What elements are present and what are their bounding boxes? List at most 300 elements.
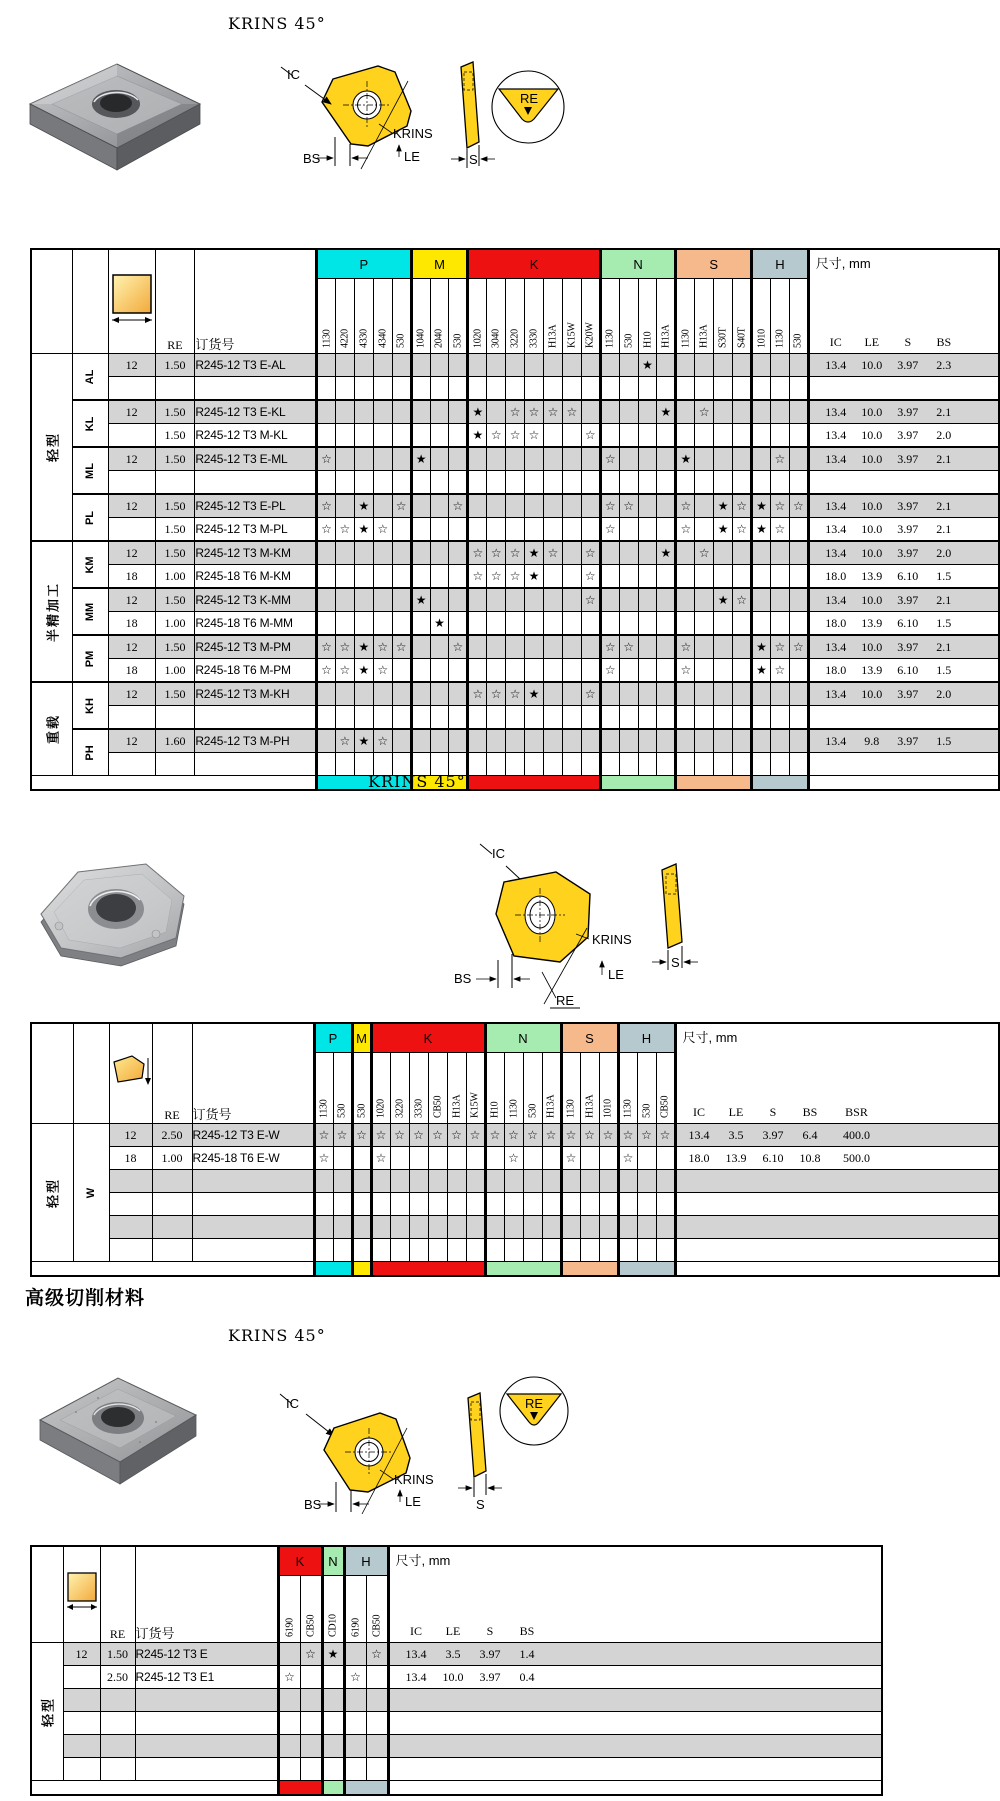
dimension-values: [810, 499, 998, 514]
table-row: [31, 565, 999, 589]
grade-star-cell: [676, 753, 695, 776]
category-header: [31, 1546, 63, 1643]
grade-star-cell: [371, 1170, 390, 1193]
grade-label-text: 530: [356, 1103, 367, 1118]
order-code-cell: [135, 1735, 278, 1758]
grade-star-cell: [392, 659, 411, 683]
grade-group-band-K: K: [371, 1023, 485, 1053]
grade-column-label: [449, 279, 468, 354]
grade-star-cell: ★: [354, 494, 373, 518]
grade-star-cell: [733, 729, 752, 753]
grade-star-cell: [676, 565, 695, 589]
grade-star-cell: [409, 1147, 428, 1170]
grade-star-cell: [676, 400, 695, 424]
re-cell: 1.50: [155, 682, 195, 706]
le-label: LE: [404, 149, 420, 164]
grade-star-cell: ☆: [733, 518, 752, 542]
grade-star-cell: ☆: [487, 541, 506, 565]
size-cell: [108, 518, 155, 542]
grade-column-label: [580, 1053, 599, 1124]
grade-star-cell: [714, 729, 733, 753]
dimension-values: [810, 452, 998, 467]
grade-star-cell: [373, 447, 392, 471]
grade-star-cell: [657, 729, 676, 753]
grade-star-cell: [619, 400, 638, 424]
grade-star-cell: ★: [468, 424, 487, 448]
grade-star-cell: [392, 471, 411, 495]
size-cell: [109, 1170, 152, 1193]
dimensions-cell: [675, 1147, 999, 1170]
grade-star-cell: [411, 424, 430, 448]
grade-star-cell: [525, 659, 544, 683]
subcategory-label: KL: [84, 416, 97, 431]
grade-star-cell: [354, 612, 373, 636]
grade-star-cell: [714, 612, 733, 636]
grade-star-cell: ☆: [506, 682, 525, 706]
dimensions-cell: [808, 753, 999, 776]
grade-column-label: [352, 1053, 371, 1124]
table-row: [31, 1643, 882, 1666]
grade-group-band-S: S: [676, 249, 752, 279]
size-cell: 18: [108, 612, 155, 636]
grade-star-cell: [581, 518, 600, 542]
size-cell: 12: [108, 588, 155, 612]
dim-value: 13.4: [825, 639, 847, 654]
grade-star-cell: [752, 729, 771, 753]
grade-column-label: [485, 1053, 504, 1124]
grade-star-cell: [300, 1666, 322, 1689]
grade-star-cell: [523, 1239, 542, 1262]
grade-star-cell: [619, 377, 638, 401]
grade-star-cell: [562, 659, 581, 683]
dimensions-cell: [808, 354, 999, 377]
grade-star-cell: [373, 541, 392, 565]
grade-star-cell: [752, 400, 771, 424]
grade-star-cell: [561, 1239, 580, 1262]
re-label: RE: [520, 91, 539, 106]
catalog-table: [30, 1022, 1000, 1277]
grade-star-cell: [466, 1216, 485, 1239]
grade-star-cell: [317, 565, 336, 589]
grade-star-cell: [300, 1689, 322, 1712]
grade-star-cell: [561, 1193, 580, 1216]
grade-star-cell: [676, 354, 695, 377]
re-cell: [155, 377, 195, 401]
subcategory-label: W: [85, 1187, 97, 1198]
subcategory-label: PH: [84, 744, 97, 761]
dim-value: 3.97: [897, 451, 919, 466]
strip-K: [278, 1781, 322, 1796]
dimensions-cell: [388, 1712, 882, 1735]
insert-photo-1-image: [22, 52, 207, 202]
grade-star-cell: [373, 424, 392, 448]
grade-star-cell: ☆: [733, 494, 752, 518]
grade-star-cell: [580, 1147, 599, 1170]
le-label: LE: [405, 1494, 421, 1509]
grade-star-cell: [581, 377, 600, 401]
grade-star-cell: [562, 729, 581, 753]
grade-star-cell: [544, 635, 563, 659]
dimensions-cell: [808, 447, 999, 471]
grade-label-text: S40T: [736, 327, 748, 348]
table-row: [31, 424, 999, 448]
grade-star-cell: [562, 635, 581, 659]
table-row: [31, 729, 999, 753]
re-cell: 1.50: [155, 635, 195, 659]
grade-star-cell: [695, 565, 714, 589]
grade-star-cell: [317, 588, 336, 612]
grade-star-cell: ☆: [373, 729, 392, 753]
grade-star-cell: [411, 659, 430, 683]
grade-star-cell: [409, 1193, 428, 1216]
grade-star-cell: [656, 1239, 675, 1262]
grade-star-cell: ☆: [371, 1147, 390, 1170]
grade-star-cell: [619, 354, 638, 377]
grade-star-cell: [411, 494, 430, 518]
grade-star-cell: [542, 1216, 561, 1239]
dim-value: 3.97: [897, 521, 919, 536]
grade-star-cell: [317, 706, 336, 730]
grade-star-cell: [430, 400, 449, 424]
grade-star-cell: [789, 706, 808, 730]
dimensions-cell: [388, 1735, 882, 1758]
grade-column-label: [366, 1576, 388, 1643]
grade-star-cell: [392, 565, 411, 589]
dim-value: 2.1: [936, 639, 952, 654]
grade-star-cell: [619, 729, 638, 753]
grade-label-text: 530: [452, 333, 464, 348]
order-code-cell: R245-12 T3 E: [135, 1643, 278, 1666]
strip-N: [600, 776, 676, 791]
grade-column-label: [300, 1576, 322, 1643]
re-cell: 1.00: [155, 612, 195, 636]
grade-star-cell: [344, 1712, 366, 1735]
bs-label: BS: [303, 151, 321, 166]
grade-star-cell: [544, 447, 563, 471]
re-label: RE: [556, 993, 575, 1008]
dimensions-cell: [808, 494, 999, 518]
dim-value: 10.0: [861, 686, 883, 701]
size-cell: 12: [108, 354, 155, 377]
grade-star-cell: [714, 753, 733, 776]
subcategory-cell: [73, 447, 109, 494]
grade-star-cell: [714, 682, 733, 706]
grade-star-cell: [525, 753, 544, 776]
grade-star-cell: [619, 565, 638, 589]
grade-star-cell: [637, 1170, 656, 1193]
subcategory-cell: [73, 729, 109, 776]
order-code-cell: R245-12 T3 E-AL: [195, 354, 317, 377]
dimensions-header: [388, 1546, 882, 1643]
dimensions-cell: [808, 565, 999, 589]
grade-star-cell: ☆: [373, 635, 392, 659]
grade-star-cell: ☆: [525, 400, 544, 424]
grade-star-cell: [619, 706, 638, 730]
dimensions-header: [675, 1023, 999, 1124]
grade-star-cell: [581, 729, 600, 753]
grade-star-cell: [278, 1643, 300, 1666]
table-row: [31, 1666, 882, 1689]
grade-star-cell: [468, 729, 487, 753]
dim-value: 3.97: [897, 404, 919, 419]
grade-star-cell: [656, 1216, 675, 1239]
grade-star-cell: [428, 1147, 447, 1170]
bs-label: BS: [304, 1497, 322, 1512]
re-cell: 2.50: [152, 1124, 192, 1147]
catalog-table: [30, 1545, 883, 1796]
grade-star-cell: [789, 565, 808, 589]
dim-value: 13.9: [861, 662, 883, 677]
dimension-values: [390, 1647, 882, 1662]
grade-star-cell: [544, 565, 563, 589]
re-cell: [155, 471, 195, 495]
grade-star-cell: ☆: [581, 541, 600, 565]
grade-star-cell: ☆: [542, 1124, 561, 1147]
grade-star-cell: ☆: [561, 1124, 580, 1147]
grade-star-cell: [544, 706, 563, 730]
grade-star-cell: ☆: [504, 1147, 523, 1170]
dimension-values: [810, 428, 998, 443]
grade-star-cell: [525, 635, 544, 659]
grade-star-cell: [468, 588, 487, 612]
dim-value: 1.5: [936, 662, 952, 677]
dim-value: 3.97: [762, 1127, 784, 1142]
strip-N: [322, 1781, 344, 1796]
grade-star-cell: [600, 682, 619, 706]
grade-star-cell: ★: [714, 588, 733, 612]
grade-star-cell: [300, 1712, 322, 1735]
grade-star-cell: [544, 588, 563, 612]
grade-column-label: [314, 1053, 333, 1124]
re-cell: 2.50: [100, 1666, 135, 1689]
grade-star-cell: [333, 1216, 352, 1239]
grade-star-cell: ☆: [468, 682, 487, 706]
grade-star-cell: [335, 471, 354, 495]
dimensions-cell: [675, 1193, 999, 1216]
grade-label-text: 3220: [509, 329, 521, 348]
grade-star-cell: [733, 377, 752, 401]
grade-star-cell: [373, 682, 392, 706]
grade-star-cell: [733, 753, 752, 776]
grade-star-cell: [525, 729, 544, 753]
grade-star-cell: [278, 1712, 300, 1735]
grade-star-cell: [449, 541, 468, 565]
grade-star-cell: [317, 471, 336, 495]
dim-col-label: BS: [519, 1624, 535, 1638]
grade-star-cell: [733, 400, 752, 424]
grade-star-cell: ☆: [676, 494, 695, 518]
grade-column-label: [599, 1053, 618, 1124]
grade-star-cell: [300, 1735, 322, 1758]
grade-star-cell: [562, 565, 581, 589]
dim-value: 10.0: [861, 357, 883, 372]
grade-star-cell: [676, 424, 695, 448]
grade-star-cell: [600, 565, 619, 589]
insert-table-2: [30, 1022, 1000, 1277]
grade-star-cell: [430, 354, 449, 377]
grade-star-cell: [409, 1216, 428, 1239]
grade-star-cell: ★: [468, 400, 487, 424]
grade-star-cell: ★: [752, 635, 771, 659]
krins-label: KRINS: [393, 126, 433, 141]
dim-value: 3.97: [897, 545, 919, 560]
grade-star-cell: ☆: [278, 1666, 300, 1689]
grade-star-cell: [333, 1193, 352, 1216]
grade-star-cell: [335, 400, 354, 424]
grade-star-cell: [619, 612, 638, 636]
grade-star-cell: [352, 1147, 371, 1170]
table-row: [31, 1124, 999, 1147]
grade-star-cell: [466, 1170, 485, 1193]
order-code-cell: [135, 1758, 278, 1781]
grade-star-cell: [278, 1735, 300, 1758]
grade-star-cell: [523, 1193, 542, 1216]
grade-column-label: [409, 1053, 428, 1124]
dim-col-label: S: [904, 335, 912, 349]
grade-star-cell: [676, 377, 695, 401]
dim-col-label: LE: [445, 1624, 461, 1638]
grade-star-cell: ☆: [562, 400, 581, 424]
grade-star-cell: [449, 447, 468, 471]
dim-value: 9.8: [864, 733, 880, 748]
re-cell: 1.50: [155, 400, 195, 424]
grade-star-cell: [392, 729, 411, 753]
advanced-materials-heading: 高级切削材料: [25, 1288, 146, 1309]
grade-star-cell: [600, 354, 619, 377]
grade-star-cell: [278, 1758, 300, 1781]
dimensions-cell: [808, 424, 999, 448]
grade-star-cell: [657, 518, 676, 542]
grade-star-cell: [525, 471, 544, 495]
dimension-values: [810, 522, 998, 537]
grade-star-cell: [581, 471, 600, 495]
grade-star-cell: [657, 354, 676, 377]
grade-column-label: [695, 279, 714, 354]
grade-star-cell: ★: [525, 682, 544, 706]
re-cell: 1.60: [155, 729, 195, 753]
grade-group-band-K: K: [278, 1546, 322, 1576]
grade-star-cell: [752, 706, 771, 730]
dim-value: 18.0: [688, 1150, 710, 1165]
grade-star-cell: [449, 377, 468, 401]
dimension-values: [810, 616, 998, 631]
grade-star-cell: [373, 400, 392, 424]
grade-label-text: 1020: [375, 1099, 387, 1118]
grade-label-text: H13A: [698, 324, 710, 348]
grade-star-cell: [789, 588, 808, 612]
grade-star-cell: [638, 588, 657, 612]
grade-star-cell: [392, 541, 411, 565]
grade-star-cell: ★: [714, 494, 733, 518]
grade-star-cell: ☆: [314, 1124, 333, 1147]
strip-K: [468, 776, 600, 791]
grade-star-cell: [562, 518, 581, 542]
grade-star-cell: [409, 1170, 428, 1193]
grade-star-cell: [344, 1758, 366, 1781]
grade-star-cell: [695, 494, 714, 518]
order-code-cell: R245-18 T6 M-PM: [195, 659, 317, 683]
insert-table-3: [30, 1545, 883, 1796]
grade-star-cell: [770, 706, 789, 730]
size-cell: [109, 1216, 152, 1239]
grade-group-band-M: M: [352, 1023, 371, 1053]
size-cell: 18: [108, 659, 155, 683]
dim-value: 400.0: [843, 1127, 870, 1142]
insert-icon-header: [63, 1546, 100, 1643]
grade-star-cell: [695, 612, 714, 636]
size-cell: 12: [108, 682, 155, 706]
order-code-cell: R245-12 T3 E-PL: [195, 494, 317, 518]
dim-value: 6.10: [762, 1150, 784, 1165]
bs-label: BS: [454, 971, 472, 986]
grade-star-cell: [714, 424, 733, 448]
table-row: [31, 541, 999, 565]
grade-star-cell: [657, 447, 676, 471]
krins-label: KRINS: [394, 1472, 434, 1487]
order-code-cell: R245-18 T6 M-KM: [195, 565, 317, 589]
grade-star-cell: ☆: [392, 494, 411, 518]
grade-star-cell: [581, 400, 600, 424]
order-code-cell: R245-12 T3 M-KM: [195, 541, 317, 565]
grade-column-label: [504, 1053, 523, 1124]
color-strip-row: [31, 776, 999, 791]
re-cell: 1.00: [155, 659, 195, 683]
strip-dims: [388, 1781, 882, 1796]
grade-star-cell: [335, 706, 354, 730]
dim-col-label: IC: [829, 335, 842, 349]
grade-star-cell: [366, 1758, 388, 1781]
grade-group-band-P: P: [317, 249, 412, 279]
grade-star-cell: ☆: [619, 494, 638, 518]
grade-star-cell: ☆: [390, 1124, 409, 1147]
grade-star-cell: ☆: [789, 635, 808, 659]
grade-star-cell: [733, 612, 752, 636]
grade-star-cell: [600, 729, 619, 753]
re-header: RE: [152, 1023, 192, 1124]
size-cell: 12: [108, 729, 155, 753]
grade-star-cell: [562, 612, 581, 636]
dim-value: 3.97: [897, 733, 919, 748]
grade-star-cell: ☆: [409, 1124, 428, 1147]
dimension-values: [810, 546, 998, 561]
dimensions-cell: [388, 1689, 882, 1712]
category-header: [31, 1023, 73, 1124]
grade-label-text: 530: [336, 1103, 348, 1118]
dim-value: 3.97: [897, 427, 919, 442]
grade-star-cell: [354, 471, 373, 495]
grade-column-label: [344, 1576, 366, 1643]
grade-star-cell: [468, 471, 487, 495]
grade-star-cell: ☆: [314, 1147, 333, 1170]
grade-label-text: H13A: [545, 1094, 557, 1118]
grade-star-cell: ☆: [581, 588, 600, 612]
grade-star-cell: ☆: [618, 1124, 637, 1147]
grade-star-cell: [752, 471, 771, 495]
grade-star-cell: ★: [752, 659, 771, 683]
grade-star-cell: [638, 682, 657, 706]
grade-star-cell: ☆: [335, 635, 354, 659]
grade-star-cell: [447, 1193, 466, 1216]
order-code-cell: R245-18 T6 M-MM: [195, 612, 317, 636]
grade-star-cell: [430, 424, 449, 448]
re-label: RE: [525, 1396, 544, 1411]
re-cell: [152, 1193, 192, 1216]
grade-star-cell: [447, 1239, 466, 1262]
grade-star-cell: ☆: [366, 1643, 388, 1666]
grade-star-cell: [695, 729, 714, 753]
grade-star-cell: [599, 1147, 618, 1170]
ic-label: IC: [286, 1396, 299, 1411]
